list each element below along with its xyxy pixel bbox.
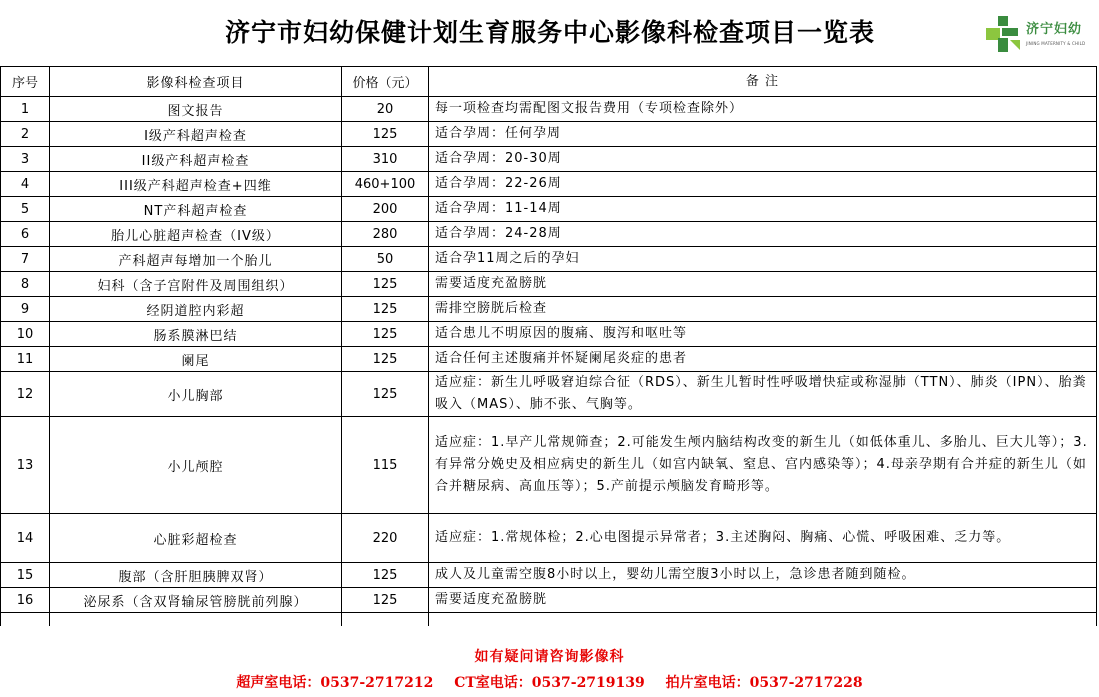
row-price: 125 [342, 372, 429, 417]
phone-line [0, 672, 1099, 692]
row-item: 经阴道腔内彩超 [50, 297, 342, 322]
row-price: 20 [342, 97, 429, 122]
row-no: 8 [1, 272, 50, 297]
row-item: 泌尿系（含双肾输尿管膀胱前列腺） [50, 588, 342, 613]
row-no: 15 [1, 563, 50, 588]
row-note: 适合孕11周之后的孕妇 [429, 247, 1097, 272]
row-no: 9 [1, 297, 50, 322]
row-no: 12 [1, 372, 50, 417]
row-item: 妇科（含子宫附件及周围组织） [50, 272, 342, 297]
ct-phone: CT室电话：0537-2719139 [454, 675, 645, 691]
row-note: 需要适度充盈膀胱 [429, 272, 1097, 297]
table-row [1, 588, 1097, 613]
table-row [1, 347, 1097, 372]
table-row [1, 563, 1097, 588]
row-price: 125 [342, 297, 429, 322]
logo-english-text: JINING MATERNITY & CHILD [1026, 41, 1086, 46]
row-item: 胎儿心脏超声检查（IV级） [50, 222, 342, 247]
row-note: 适合孕周：任何孕周 [429, 122, 1097, 147]
blank-cell [50, 613, 342, 627]
table-row [1, 147, 1097, 172]
table-row [1, 122, 1097, 147]
header-note: 备 注 [429, 67, 1097, 97]
blank-row [1, 613, 1097, 627]
row-item: I级产科超声检查 [50, 122, 342, 147]
row-price: 460+100 [342, 172, 429, 197]
xray-phone: 拍片室电话：0537-2717228 [665, 675, 863, 691]
row-no: 11 [1, 347, 50, 372]
row-no: 6 [1, 222, 50, 247]
row-note: 适合患儿不明原因的腹痛、腹泻和呕吐等 [429, 322, 1097, 347]
row-no: 16 [1, 588, 50, 613]
inquiry-note: 如有疑问请咨询影像科 [474, 649, 625, 665]
table-row [1, 297, 1097, 322]
row-item: 小儿颅腔 [50, 417, 342, 514]
row-price: 125 [342, 563, 429, 588]
row-note: 适应症：1.早产儿常规筛查；2.可能发生颅内脑结构改变的新生儿（如低体重儿、多胎儿、巨大儿等）；3.有异常分娩史及相应病史的新生儿（如宫内缺氧、窒息、宫内感染等）；4.母亲孕期有合并症的新生儿（如合并糖尿病、高血压等）；5.产前提示颅脑发育畸形等。 [429, 417, 1097, 514]
row-no: 4 [1, 172, 50, 197]
row-item: 心脏彩超检查 [50, 514, 342, 563]
row-no: 5 [1, 197, 50, 222]
blank-cell [342, 613, 429, 627]
logo-mark-icon [984, 14, 1024, 54]
row-note: 适应症：1.常规体检；2.心电图提示异常者；3.主述胸闷、胸痛、心慌、呼吸困难、乏力等。 [429, 514, 1097, 563]
row-note: 适合孕周：22-26周 [429, 172, 1097, 197]
row-note: 需排空膀胱后检查 [429, 297, 1097, 322]
hospital-logo [984, 12, 1092, 58]
title-bar [0, 0, 1099, 66]
row-price: 310 [342, 147, 429, 172]
row-price: 125 [342, 322, 429, 347]
table-row [1, 417, 1097, 514]
header-price: 价格（元） [342, 67, 429, 97]
row-price: 115 [342, 417, 429, 514]
row-price: 125 [342, 588, 429, 613]
row-note: 适合孕周：11-14周 [429, 197, 1097, 222]
table-row [1, 222, 1097, 247]
row-price: 200 [342, 197, 429, 222]
row-price: 50 [342, 247, 429, 272]
row-note: 适合孕周：20-30周 [429, 147, 1097, 172]
table-row [1, 322, 1097, 347]
table-row [1, 172, 1097, 197]
row-note: 需要适度充盈膀胱 [429, 588, 1097, 613]
header-no: 序号 [1, 67, 50, 97]
blank-cell [429, 613, 1097, 627]
row-price: 220 [342, 514, 429, 563]
table-header-row [1, 67, 1097, 97]
header-item: 影像科检查项目 [50, 67, 342, 97]
row-item: 肠系膜淋巴结 [50, 322, 342, 347]
page-title: 济宁市妇幼保健计划生育服务中心影像科检查项目一览表 [224, 18, 875, 47]
row-price: 125 [342, 272, 429, 297]
row-item: 产科超声每增加一个胎儿 [50, 247, 342, 272]
contact-footer [0, 645, 1099, 697]
table-row [1, 372, 1097, 417]
row-item: NT产科超声检查 [50, 197, 342, 222]
row-no: 1 [1, 97, 50, 122]
row-note: 成人及儿童需空腹8小时以上，婴幼儿需空腹3小时以上，急诊患者随到随检。 [429, 563, 1097, 588]
row-no: 3 [1, 147, 50, 172]
row-item: 阑尾 [50, 347, 342, 372]
row-note: 每一项检查均需配图文报告费用（专项检查除外） [429, 97, 1097, 122]
ultrasound-phone: 超声室电话：0537-2717212 [236, 675, 434, 691]
row-item: 图文报告 [50, 97, 342, 122]
row-no: 13 [1, 417, 50, 514]
row-no: 10 [1, 322, 50, 347]
blank-cell [1, 613, 50, 627]
row-note: 适合孕周：24-28周 [429, 222, 1097, 247]
logo-chinese-text: 济宁妇幼 [1026, 22, 1083, 37]
table-row [1, 97, 1097, 122]
table-row [1, 514, 1097, 563]
row-no: 14 [1, 514, 50, 563]
table-row [1, 272, 1097, 297]
row-item: 小儿胸部 [50, 372, 342, 417]
row-price: 125 [342, 122, 429, 147]
row-item: II级产科超声检查 [50, 147, 342, 172]
row-item: III级产科超声检查+四维 [50, 172, 342, 197]
table-row [1, 197, 1097, 222]
row-no: 2 [1, 122, 50, 147]
row-price: 125 [342, 347, 429, 372]
row-price: 280 [342, 222, 429, 247]
table-row [1, 247, 1097, 272]
row-note: 适应症：新生儿呼吸窘迫综合征（RDS）、新生儿暂时性呼吸增快症或称湿肺（TTN）、肺炎（IPN）、胎粪吸入（MAS）、肺不张、气胸等。 [429, 372, 1097, 417]
row-no: 7 [1, 247, 50, 272]
row-note: 适合任何主述腹痛并怀疑阑尾炎症的患者 [429, 347, 1097, 372]
row-item: 腹部（含肝胆胰脾双肾） [50, 563, 342, 588]
price-table [0, 66, 1097, 626]
